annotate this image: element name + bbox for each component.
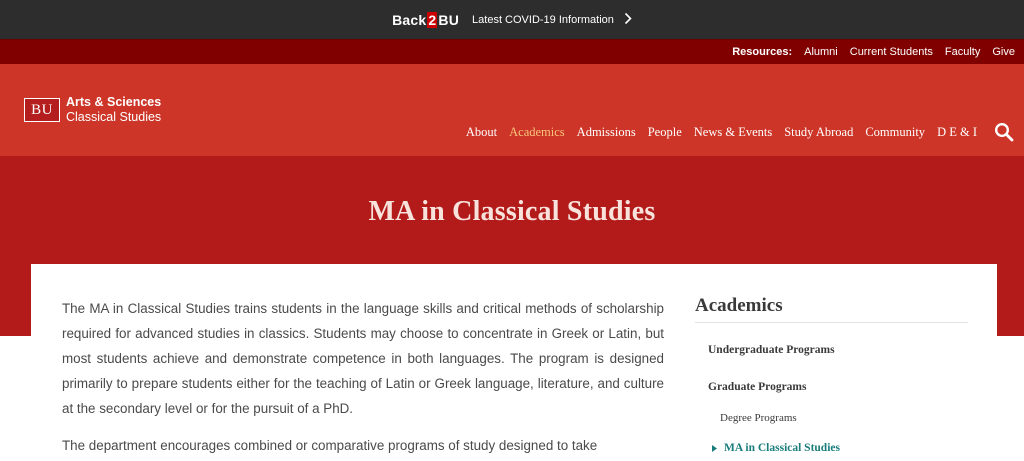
- nav-dei[interactable]: D E & I: [937, 125, 977, 139]
- nav-study-abroad[interactable]: Study Abroad: [784, 125, 854, 139]
- resources-bar: [0, 39, 1024, 64]
- resource-link-alumni[interactable]: Alumni: [804, 46, 838, 58]
- resource-link-current-students[interactable]: Current Students: [849, 46, 933, 58]
- paragraph: The department encourages combined or comparative programs of study designed to take: [62, 438, 598, 453]
- triangle-right-icon: [712, 445, 717, 454]
- resource-link-faculty[interactable]: Faculty: [944, 46, 981, 58]
- nav-admissions[interactable]: Admissions: [576, 125, 636, 139]
- resource-link-give[interactable]: Give: [992, 46, 1015, 58]
- sidebar-item-graduate-programs[interactable]: Graduate Programs: [708, 381, 807, 393]
- search-button[interactable]: [994, 122, 1014, 142]
- nav-community[interactable]: Community: [865, 125, 926, 139]
- paragraph: The MA in Classical Studies trains students in the language skills and critical methods of scholarship required for advanced studies in classics. Students may choose to concentrate in Greek or Latin, but most students achieve and demonstrate competence in both languages. The program is designed primarily to prepare students either for the teaching of Latin or Greek language, literature, and culture at the secondary level or for the pursuit of a PhD.: [62, 301, 664, 416]
- nav-people[interactable]: People: [647, 125, 682, 139]
- covid-banner: [0, 0, 1024, 39]
- college-name[interactable]: Arts & Sciences: [66, 95, 162, 109]
- site-header: [0, 64, 1024, 156]
- department-name[interactable]: Classical Studies: [66, 110, 162, 124]
- sidebar-divider: [695, 322, 968, 323]
- main-nav: [454, 125, 977, 140]
- main-content: [62, 296, 664, 461]
- back2bu-logo[interactable]: Back 2 BU: [392, 11, 460, 28]
- page-title: MA in Classical Studies: [368, 196, 656, 227]
- search-icon: [994, 122, 1014, 142]
- covid-info-link[interactable]: Latest COVID-19 Information: [472, 13, 614, 26]
- sidebar-title: Academics: [695, 295, 783, 316]
- nav-about[interactable]: About: [465, 125, 498, 139]
- chevron-right-icon[interactable]: [624, 11, 632, 28]
- nav-news-events[interactable]: News & Events: [693, 125, 773, 139]
- bu-logo[interactable]: BU: [24, 98, 60, 122]
- nav-academics[interactable]: Academics: [509, 125, 565, 139]
- sidebar-item-ma-classical-studies[interactable]: MA in Classical Studies: [724, 442, 840, 454]
- resources-label: Resources:: [732, 46, 793, 58]
- sidebar-item-undergraduate-programs[interactable]: Undergraduate Programs: [708, 344, 835, 356]
- sidebar-item-degree-programs[interactable]: Degree Programs: [720, 412, 797, 424]
